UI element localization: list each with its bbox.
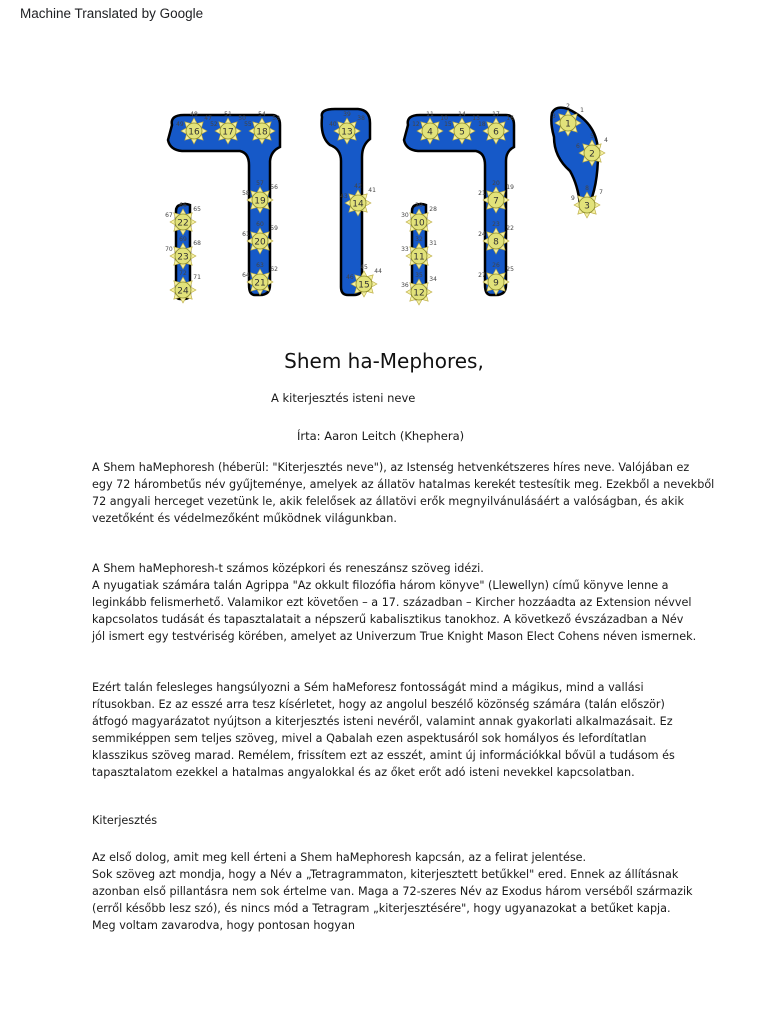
node-label: 6 [493,127,499,138]
outer-number-label: 60 [256,221,264,228]
node-label: 17 [222,127,234,138]
outer-number-label: 8 [585,185,589,192]
outer-number-label: 13 [472,114,480,122]
outer-number-label: 42 [354,183,362,190]
outer-number-label: 18 [478,120,486,128]
sephirot-nodes [170,110,605,305]
outer-number-label: 19 [506,183,514,191]
outer-number-label: 72 [179,270,187,277]
outer-number-label: 70 [165,245,173,253]
sephira-node [247,187,273,213]
outer-number-label: 29 [415,202,423,209]
sephira-node [555,110,581,136]
text-line: jól ismert egy testvériség körében, amelyet az Univerzum True Knight Mason Elect Cohens néven ismernek. [92,630,697,643]
sephira-node [579,140,605,166]
node-label: 13 [341,127,353,138]
outer-number-label: 53 [272,114,280,122]
outer-number-label: 51 [224,111,232,118]
text-line: A Shem haMephoresh-t számos középkori és reneszánsz szöveg idézi. [92,562,484,575]
tetragrammaton-figure [140,95,630,315]
outer-number-label: 30 [401,211,409,219]
section-heading-extension [92,812,692,829]
outer-number-label: 46 [346,273,354,281]
node-label: 20 [254,237,266,248]
outer-number-label: 40 [329,120,337,128]
outer-number-label: 68 [193,239,201,247]
text-line: vezetőként és védelmezőként működnek világunkban. [92,512,397,525]
sephira-node [483,187,509,213]
outer-number-label: 15 [444,120,452,128]
outer-number-label: 2 [566,103,570,110]
sephira-node [249,118,275,144]
node-label: 4 [427,127,433,138]
sephira-node [406,243,432,269]
document-author: Írta: Aaron Leitch (Khephera) [297,429,465,443]
sephira-node [215,118,241,144]
node-label: 9 [493,278,499,289]
text-line: A nyugatiak számára talán Agrippa "Az okkult filozófia három könyve" (Llewellyn) című könyve lenne a [92,579,669,592]
sephira-node [406,279,432,305]
sephira-node [406,209,432,235]
node-label: 18 [256,127,268,138]
outer-number-label: 14 [458,111,466,118]
outer-number-label: 36 [401,281,409,289]
text-line: Sok szöveg azt mondja, hogy a Név a „Tetragrammaton, kiterjesztett betűkkel" ered. Ennek az állításnak [92,868,679,881]
outer-number-label: 52 [210,120,218,128]
sephira-node [247,269,273,295]
outer-number-label: 57 [256,180,264,187]
outer-number-label: 45 [360,264,368,271]
node-label: 19 [254,196,266,207]
text-line: átfogó magyarázatot nyújtson a kiterjesztés isteni nevéről, valamint annak gyakorlati alkalmazásait. Ez [92,715,673,728]
outer-number-label: 10 [440,114,448,122]
outer-number-label: 39 [343,111,351,118]
node-label: 11 [413,252,425,263]
outer-number-label: 25 [506,265,514,273]
outer-number-label: 23 [492,221,500,228]
outer-number-label: 64 [242,271,250,279]
node-label: 14 [352,199,364,210]
sephira-node [483,269,509,295]
text-line: klasszikus szöveg marad. Remélem, frissítem ezt az esszét, amint új információkkal bővül a tudásom és [92,749,675,762]
node-label: 24 [177,286,189,297]
outer-number-label: 5 [590,133,594,140]
outer-number-label: 50 [238,114,246,122]
text-line: rítusokban. Ez az esszé arra tesz kísérletet, hogy az angolul beszélő közönség számára (talán először) [92,698,665,711]
sephira-node [574,192,600,218]
node-label: 7 [493,196,499,207]
outer-number-label: 9 [570,194,575,202]
outer-number-label: 4 [604,136,609,144]
outer-number-label: 7 [599,188,604,196]
outer-number-label: 38 [357,114,365,122]
sephira-node [351,271,377,297]
document-subtitle: A kiterjesztés isteni neve [271,391,416,405]
sephira-node [345,190,371,216]
outer-number-label: 66 [179,202,187,209]
node-label: 3 [584,201,590,212]
outer-number-label: 49 [176,120,184,128]
sephira-node [449,118,475,144]
node-label: 1 [565,119,571,130]
text-line: kapcsolatos tudását és tapasztalatait a népszerű kabalisztikus tanokhoz. A következő évszázadban a Név [92,613,684,626]
sephira-node [483,118,509,144]
outer-number-label: 34 [429,275,437,283]
paragraph-extension [92,849,692,934]
outer-number-label: 61 [242,230,250,238]
outer-number-label: 17 [492,111,500,118]
sephira-node [247,228,273,254]
outer-number-label: 20 [492,180,500,187]
node-label: 23 [177,252,189,263]
text-line: (erről később lesz szó), és nincs mód a Tetragram „kiterjesztésére", hogy ugyanazokat a betűket kapja. [92,902,671,915]
outer-number-label: 43 [340,192,348,200]
outer-number-label: 63 [256,262,264,269]
outer-number-label: 11 [426,111,434,118]
outer-number-label: 3 [551,112,556,120]
tetragrammaton-svg [140,95,630,315]
outer-number-label: 27 [478,271,486,279]
outer-number-label: 54 [258,111,266,118]
outer-number-label: 69 [179,236,187,243]
outer-number-label: 71 [193,273,201,281]
outer-number-label: 62 [270,265,278,273]
paragraph-purpose [92,679,692,781]
outer-number-label: 41 [368,186,376,194]
node-label: 8 [493,237,499,248]
sephira-node [483,228,509,254]
text-line: egy 72 hárombetűs név gyűjteménye, amelyek az állatöv hatalmas kerekét testesítik meg. Ezekből a nevekből [92,478,715,491]
outer-number-label: 12 [412,120,420,128]
text-line: Ezért talán felesleges hangsúlyozni a Sém haMeforesz fontosságát mind a mágikus, mind a vallási [92,681,644,694]
paragraph-history [92,560,697,645]
text-line: Meg voltam zavarodva, hogy pontosan hogyan [92,919,355,932]
text-line: semmiképpen sem teljes szöveg, mivel a Qabalah ezen aspektusáról sok homályos és lefordítatlan [92,732,647,745]
sephira-node [334,118,360,144]
outer-number-label: 48 [190,111,198,118]
node-label: 10 [413,218,425,229]
outer-number-label: 59 [270,224,278,232]
node-label: 12 [413,288,425,299]
outer-number-label: 44 [374,267,382,275]
outer-number-label: 31 [429,239,437,247]
document-title: Shem ha-Mephores, [284,349,484,373]
outer-number-label: 32 [415,236,423,243]
node-label: 22 [177,218,189,229]
node-label: 2 [589,149,595,160]
node-label: 15 [358,280,370,291]
outer-number-label: 21 [478,189,486,197]
outer-number-label: 16 [506,114,514,122]
outer-number-label: 28 [429,205,437,213]
outer-number-label: 1 [580,106,585,114]
text-line: leginkább felismerhető. Valamikor ezt követően – a 17. században – Kircher hozzáadta az Extension névvel [92,596,692,609]
node-label: 21 [254,278,266,289]
outer-number-label: 24 [478,230,486,238]
outer-number-label: 33 [401,245,409,253]
sephira-node [417,118,443,144]
outer-number-label: 58 [242,189,250,197]
outer-number-label: 56 [270,183,278,191]
text-line: Az első dolog, amit meg kell érteni a Shem haMephoresh kapcsán, az a felirat jelentése. [92,851,587,864]
outer-number-label: 22 [506,224,514,232]
outer-number-label: 47 [204,114,212,122]
outer-number-label: 65 [193,205,201,213]
sephira-node [181,118,207,144]
sephira-node [170,209,196,235]
text-line: azonban első pillantásra nem sok értelme van. Maga a 72-szeres Név az Exodus három verséből származik [92,885,693,898]
node-label: 16 [188,127,200,138]
sephira-node [170,243,196,269]
node-label: 5 [459,127,465,138]
sephira-node [170,277,196,303]
outer-number-label: 55 [244,120,252,128]
text-line: A Shem haMephoresh (héberül: "Kiterjesztés neve"), az Istenség hetvenkétszeres híres neve. Valójában ez [92,461,690,474]
outer-number-label: 6 [575,142,580,150]
text-line: tapasztalatom ezekkel a hatalmas angyalokkal és az őket erőt adó isteni nevekkel kapcsolatban. [92,766,635,779]
outer-number-label: 26 [492,262,500,269]
outer-number-label: 35 [415,272,423,279]
outer-number-label: 67 [165,211,173,219]
machine-translation-banner: Machine Translated by Google [20,6,204,21]
text-line: 72 angyali herceget vezetünk le, akik felelősek az állatövi erők megnyilvánulásáért a valóságban, és akik [92,495,684,508]
section-heading: Kiterjesztés [92,814,158,827]
paragraph-intro [92,459,715,527]
